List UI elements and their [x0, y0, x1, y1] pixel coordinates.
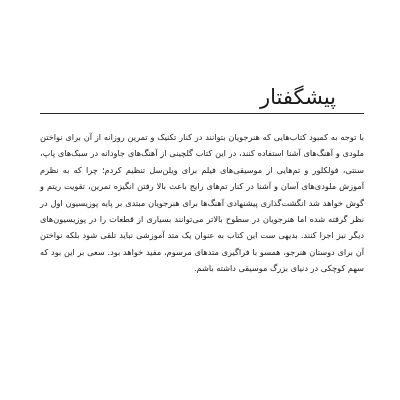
page-title: پیشگفتار	[259, 85, 336, 109]
title-divider	[40, 113, 364, 114]
preface-paragraph: با توجه به کمبود کتاب‌هایی که هنرجویان بتوانند در کنار تکنیک و تمرین روزانه از آن برای نواختن ملودی و آهنگ‌های آشنا استفاده کنند، در این کتاب گلچینی از آهنگ‌های جاودانه در سبک‌های پاپ، سنتی، فولکلور و تم‌هایی از موسیقی‌های فیلم برای ویلن‌سل تنظیم کردم؛ چرا که به نظرم آموزش ملودی‌های آسان و آشنا در کنار تم‌های رایج باعث بالا رفتن انگیزه تمرین، تقویت ریتم و گوش خواهد شد انگشت‌گذاری پیشنهادی آهنگ‌ها برای هنرجویان مبتدی بر پایه پوزیسیون اول در نظر گرفته شده اما هنرجویان در سطوح بالاتر می‌توانند بسیاری از قطعات را در پوزیسیون‌های دیگر نیز اجرا کنند. بدیهی ست این کتاب به عنوان یک متد آموزشی نباید تلقی شود بلکه نواختن آن برای دوستان هنرجو، همسو با فراگیری متدهای مرسوم، مفید خواهد بود. سعی بر این بود که سهم کوچکی در دنیای بزرگ موسیقی داشته باشم.	[40, 132, 364, 274]
